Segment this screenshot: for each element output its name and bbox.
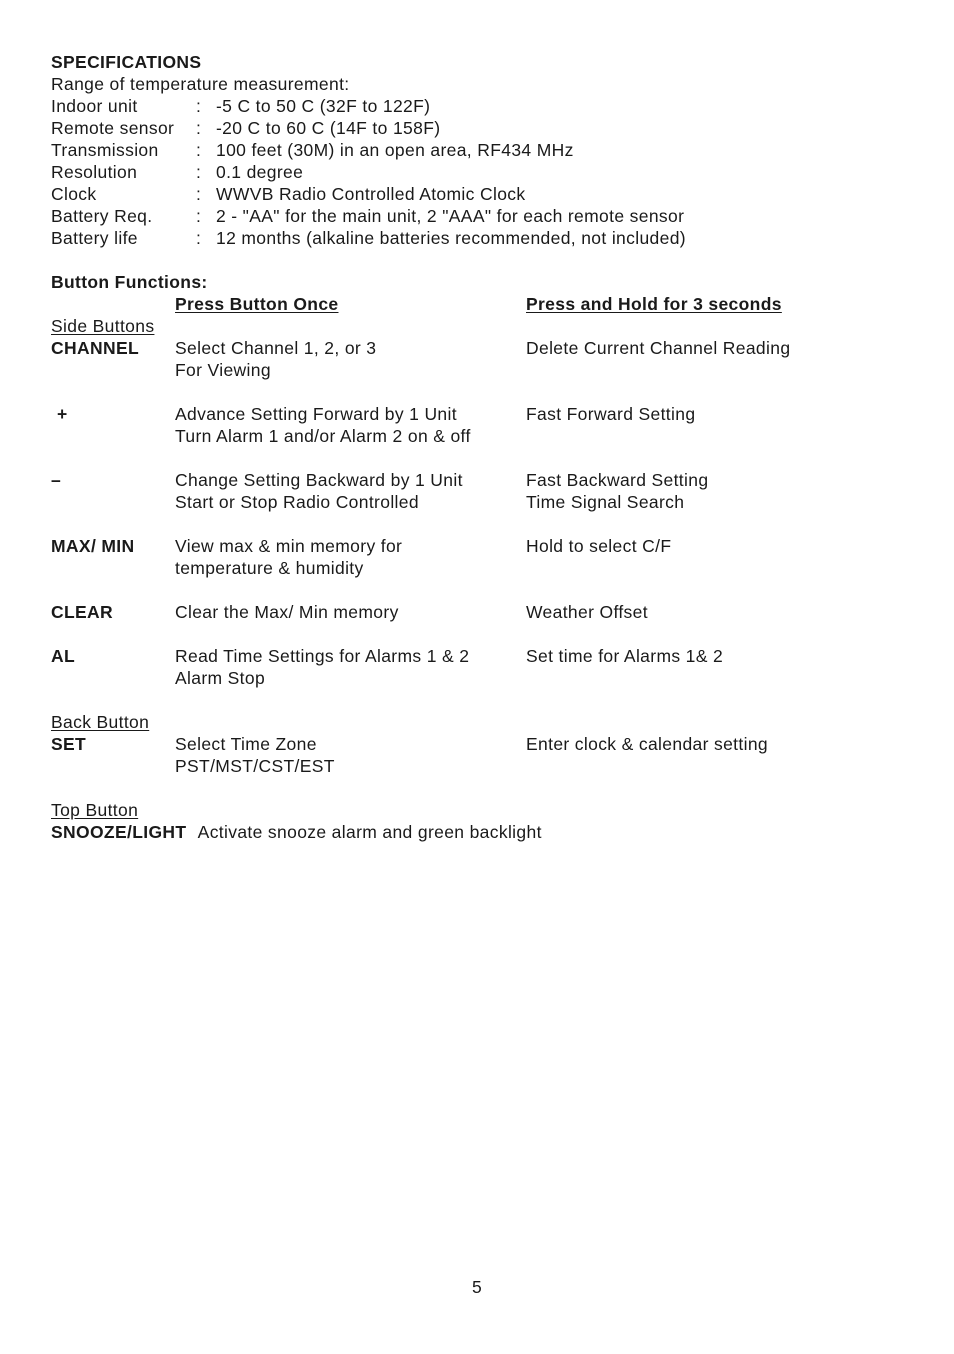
button-name: MAX/ MIN [51,536,135,556]
spec-row-battery-life [51,227,921,249]
button-row-al [51,645,921,689]
spec-row-clock [51,183,921,205]
button-row-minus [51,469,921,513]
back-button-heading: Back Button [51,712,150,732]
press-hold-text: Delete Current Channel Reading [526,338,791,358]
document-page [51,51,921,843]
spec-row-remote-sensor [51,117,921,139]
press-once-text: View max & min memory for [175,536,403,556]
spec-separator: : [196,206,202,226]
press-hold-header: Press and Hold for 3 seconds [526,294,782,314]
button-row-channel [51,337,921,381]
button-name: CLEAR [51,602,114,622]
specifications-heading: SPECIFICATIONS [51,52,202,72]
press-once-text: Advance Setting Forward by 1 Unit [175,404,457,424]
press-hold-text: Time Signal Search [526,492,685,512]
specifications-intro: Range of temperature measurement: [51,74,350,94]
specifications-list [51,95,921,249]
button-functions-heading: Button Functions: [51,272,208,292]
spec-label: Transmission [51,140,159,160]
button-name: AL [51,646,76,666]
press-once-text: PST/MST/CST/EST [175,756,335,776]
spec-separator: : [196,118,202,138]
button-name: – [51,470,62,490]
press-once-text: Clear the Max/ Min memory [175,602,399,622]
press-hold-text: Weather Offset [526,602,648,622]
spec-value: 100 feet (30M) in an open area, RF434 MHz [216,140,574,160]
press-hold-text: Enter clock & calendar setting [526,734,769,754]
press-once-text: Change Setting Backward by 1 Unit [175,470,463,490]
button-name: + [57,404,68,424]
press-hold-text: Fast Forward Setting [526,404,696,424]
button-name: CHANNEL [51,338,140,358]
press-once-text: Start or Stop Radio Controlled [175,492,419,512]
spec-label: Indoor unit [51,96,138,116]
spec-value: 2 - "AA" for the main unit, 2 "AAA" for each remote sensor [216,206,685,226]
press-once-text: Turn Alarm 1 and/or Alarm 2 on & off [175,426,471,446]
spec-label: Battery Req. [51,206,153,226]
spec-row-transmission [51,139,921,161]
spec-value: -20 C to 60 C (14F to 158F) [216,118,441,138]
press-once-text: temperature & humidity [175,558,364,578]
button-row-plus [51,403,921,447]
press-once-header: Press Button Once [175,294,339,314]
top-button-heading: Top Button [51,800,139,820]
press-once-text: Select Channel 1, 2, or 3 [175,338,377,358]
press-once-text: Read Time Settings for Alarms 1 & 2 [175,646,470,666]
button-row-clear [51,601,921,623]
spec-label: Resolution [51,162,138,182]
spec-label: Remote sensor [51,118,175,138]
button-row-set [51,733,921,777]
press-once-text: Alarm Stop [175,668,266,688]
press-once-text: For Viewing [175,360,271,380]
press-hold-text: Fast Backward Setting [526,470,709,490]
spec-value: -5 C to 50 C (32F to 122F) [216,96,431,116]
spec-row-indoor-unit [51,95,921,117]
snooze-description: Activate snooze alarm and green backlight [197,822,542,842]
spec-label: Clock [51,184,97,204]
spec-value: 0.1 degree [216,162,304,182]
page-number: 5 [471,1277,483,1297]
spec-separator: : [196,184,202,204]
spec-row-battery-req [51,205,921,227]
button-row-max-min [51,535,921,579]
side-buttons-heading: Side Buttons [51,316,155,336]
spec-value: WWVB Radio Controlled Atomic Clock [216,184,526,204]
spec-label: Battery life [51,228,138,248]
press-hold-text: Hold to select C/F [526,536,672,556]
button-name: SET [51,734,87,754]
spec-separator: : [196,140,202,160]
press-hold-text: Set time for Alarms 1& 2 [526,646,724,666]
spec-separator: : [196,162,202,182]
button-name: SNOOZE/LIGHT [51,822,187,842]
spec-row-resolution [51,161,921,183]
column-headers [51,293,921,315]
spec-separator: : [196,96,202,116]
spec-value: 12 months (alkaline batteries recommended, not included) [216,228,686,248]
spec-separator: : [196,228,202,248]
press-once-text: Select Time Zone [175,734,317,754]
button-row-snooze-light [51,821,921,843]
